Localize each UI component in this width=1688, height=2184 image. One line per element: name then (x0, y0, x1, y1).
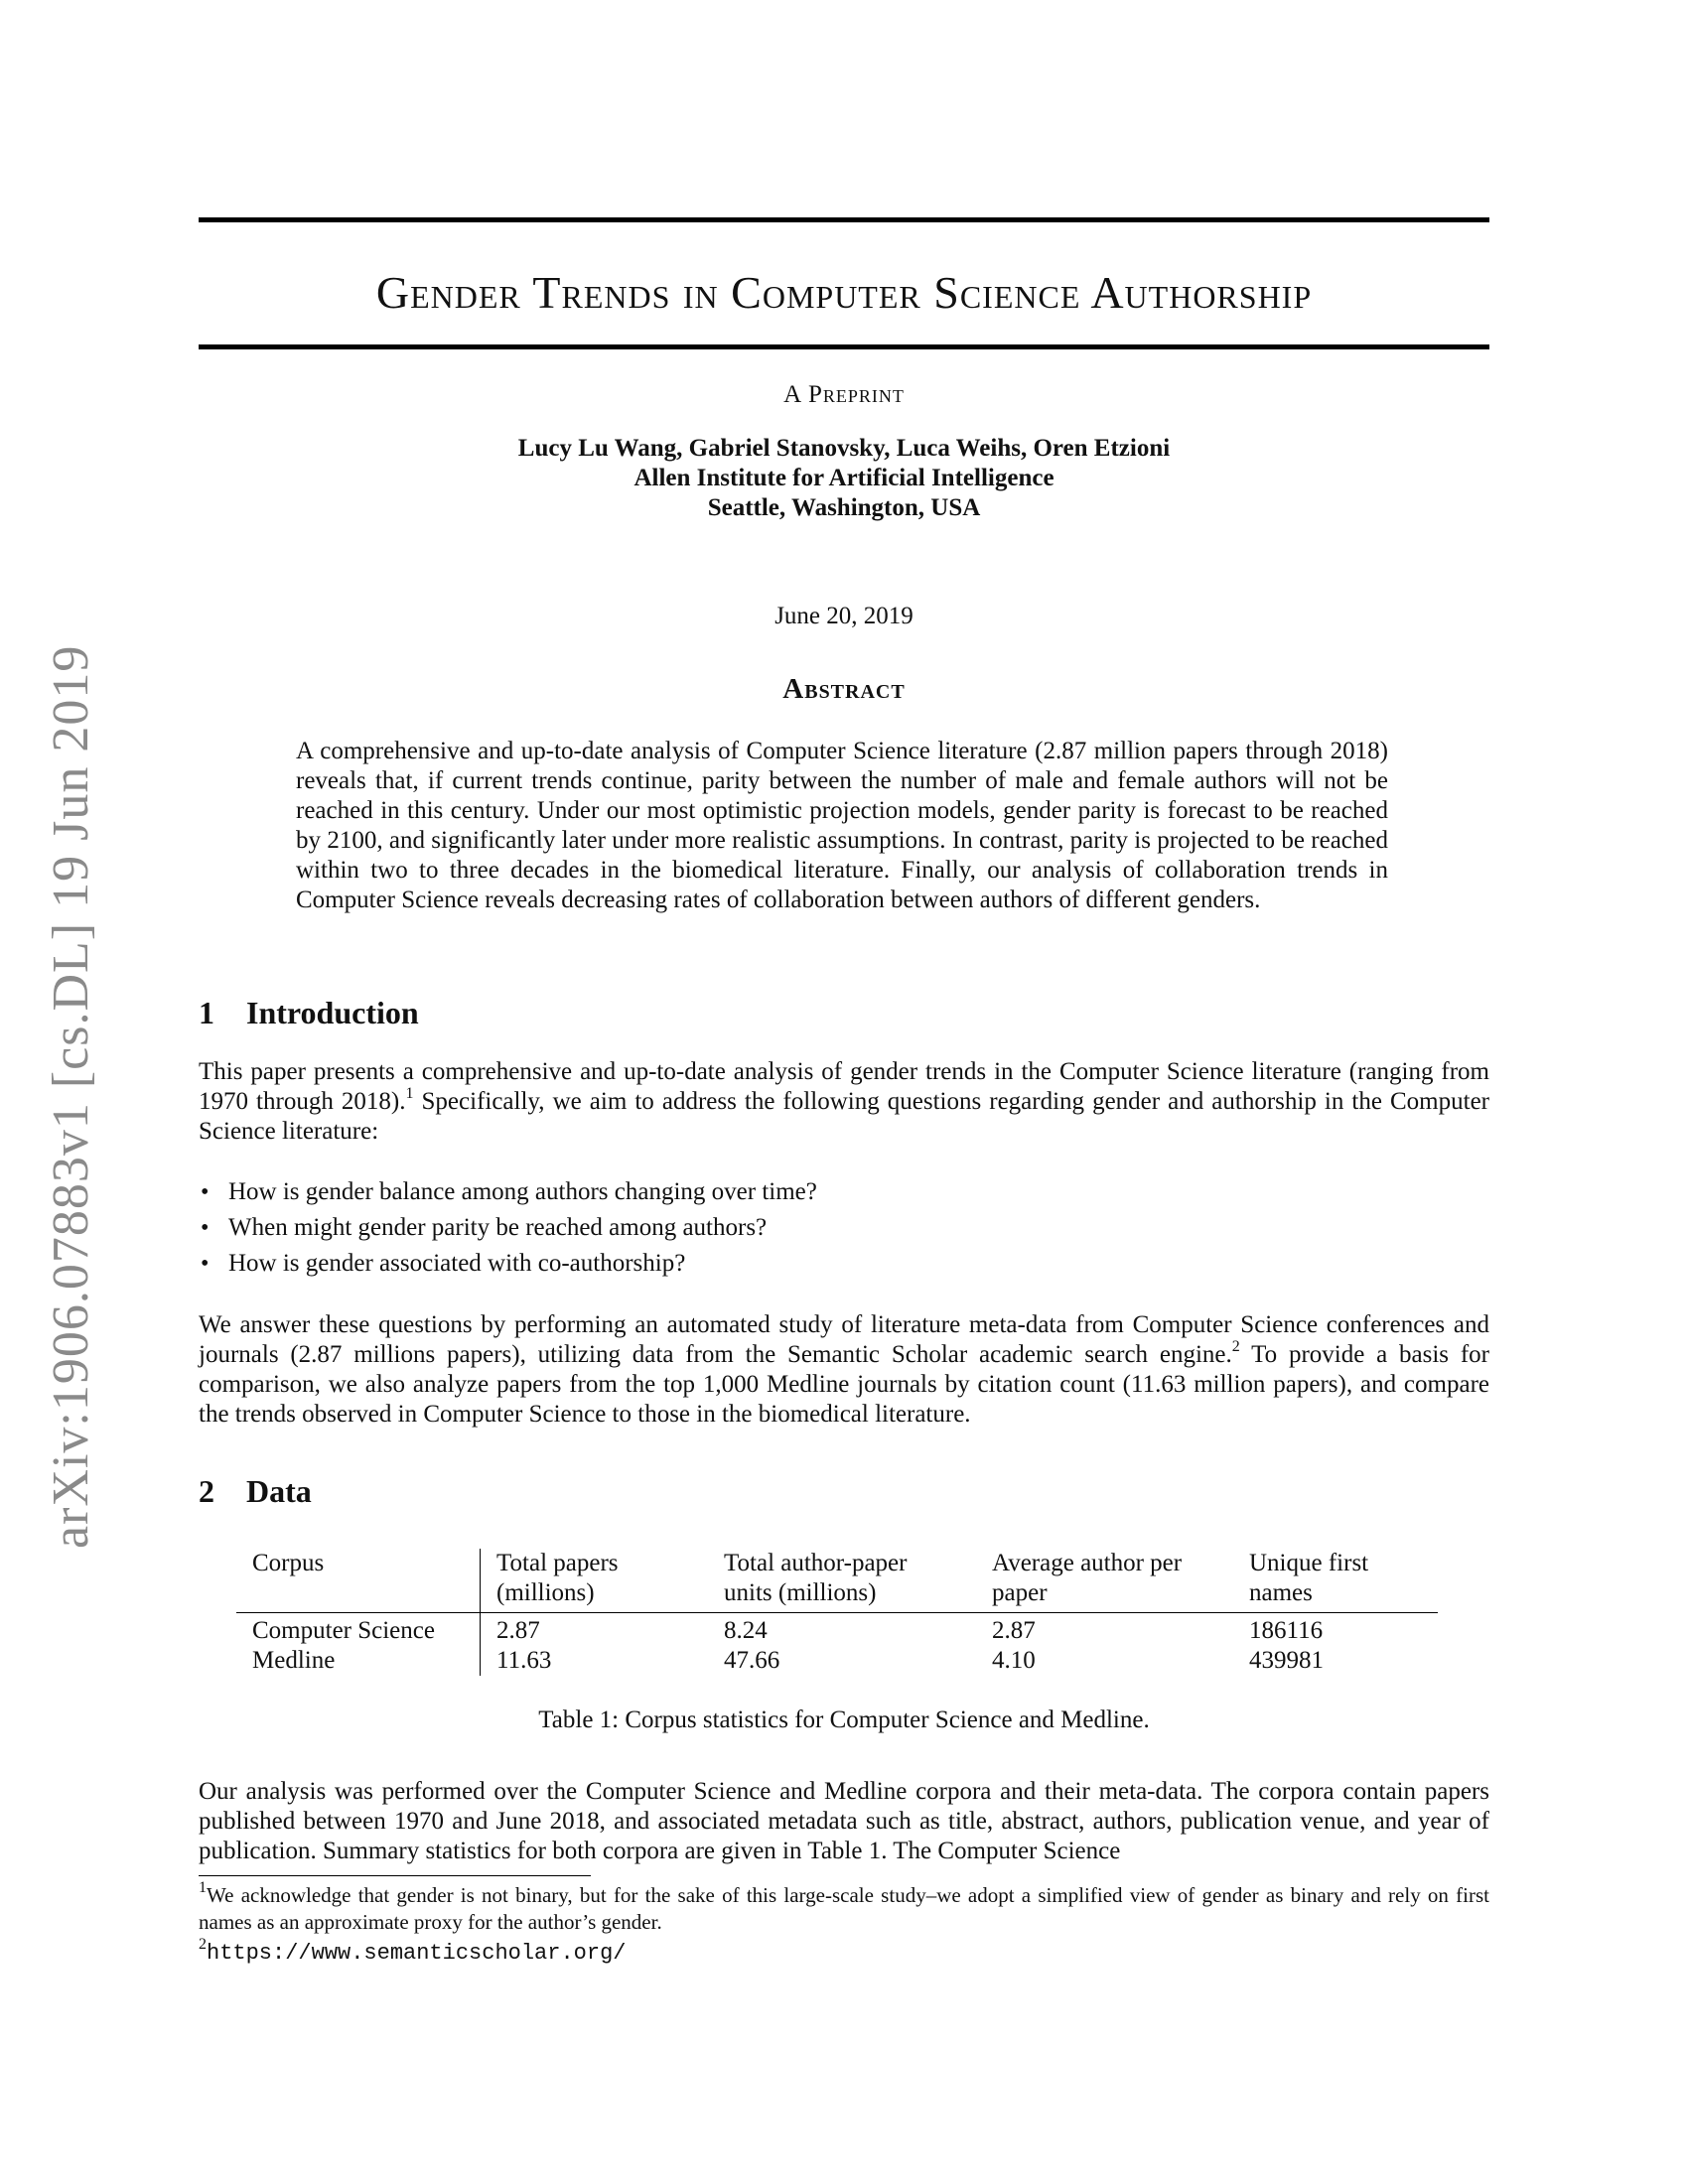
table-cell: 439981 (1249, 1647, 1324, 1674)
table-cell: 47.66 (724, 1647, 780, 1674)
table-row (236, 1613, 1438, 1647)
column-header: Corpus (236, 1549, 481, 1613)
research-questions-list (199, 1174, 1489, 1282)
author-affiliation: Allen Institute for Artificial Intelligence (633, 465, 1055, 491)
paragraph-text: To provide a basis for comparison, we also analyze papers from the top 1,000 Medline journals by citation count (11.63 million papers), and compare the trends observed in Computer Science to those in the biomedical literature. (199, 1341, 1489, 1428)
arxiv-identifier: arXiv:1906.07883v1 [cs.DL] 19 Jun 2019 (43, 644, 99, 1549)
abstract-heading: Abstract (782, 673, 906, 705)
paper-title: Gender Trends in Computer Science Authorship (375, 267, 1313, 318)
column-header: Total author-paper units (millions) (724, 1550, 908, 1606)
table-cell: 4.10 (992, 1647, 1036, 1674)
section-number: 2 (199, 1473, 214, 1509)
paper-date: June 20, 2019 (774, 603, 914, 629)
footnote-1 (199, 1879, 1489, 1936)
footnote-link[interactable]: https://www.semanticscholar.org/ (207, 1941, 627, 1966)
table-cell: Medline (236, 1646, 481, 1676)
section-title: Introduction (246, 995, 419, 1030)
data-paragraph-1: Our analysis was performed over the Computer Science and Medline corpora and their meta-data. The corpora contain papers published between 1970 and June 2018, and associated metadata such as title, abstract, authors, publication venue, and year of publication. Summary statistics for both corpora are given in Table 1. The Computer Science (199, 1778, 1489, 1864)
intro-paragraph-1 (199, 1057, 1489, 1147)
list-item: • How is gender associated with co-authorship? (199, 1246, 1489, 1282)
abstract-text: A comprehensive and up-to-date analysis of Computer Science literature (2.87 million papers through 2018) reveals that, if current trends continue, parity between the number of male and female authors will not be reached in this century. Under our most optimistic projection models, gender parity is forecast to be reached by 2100, and significantly later under more realistic assumptions. In contrast, parity is projected to be reached within two to three decades in the biomedical literature. Finally, our analysis of collaboration trends in Computer Science reveals decreasing rates of collaboration between authors of different genders. (296, 738, 1388, 913)
table-cell: 11.63 (496, 1647, 552, 1674)
title-rule-bottom (199, 344, 1489, 349)
footnote-divider (199, 1875, 591, 1876)
footnote-text: We acknowledge that gender is not binary, but for the sake of this large-scale study–we adopt a simplified view of gender as binary and rely on first names as an approximate proxy for the author’s gender. (199, 1883, 1489, 1934)
table-cell: Computer Science (236, 1613, 481, 1647)
section-heading-introduction (199, 995, 419, 1031)
paragraph-text: This paper presents a comprehensive and up-to-date analysis of gender trends in the Computer Science literature (ranging from 1970 through 2018). (199, 1058, 1489, 1115)
table-cell: 186116 (1249, 1617, 1324, 1644)
author-location: Seattle, Washington, USA (707, 494, 981, 521)
author-block (199, 434, 1489, 523)
list-item: • How is gender balance among authors changing over time? (199, 1174, 1489, 1210)
table-cell: 2.87 (496, 1617, 540, 1644)
footnote-ref: 1 (405, 1084, 414, 1102)
table-cell: 2.87 (992, 1617, 1036, 1644)
column-header: Total papers (millions) (496, 1550, 619, 1606)
table-header-row (236, 1549, 1438, 1613)
corpus-stats-table (236, 1549, 1438, 1676)
section-heading-data (199, 1473, 312, 1510)
paragraph-text: Specifically, we aim to address the following questions regarding gender and authorship in the Computer Science literature: (199, 1088, 1489, 1145)
footnote-mark: 2 (199, 1936, 207, 1953)
table-row (236, 1646, 1438, 1676)
table-caption: Table 1: Corpus statistics for Computer Science and Medline. (538, 1706, 1150, 1733)
section-title: Data (246, 1473, 312, 1509)
column-header: Unique first names (1249, 1550, 1369, 1606)
column-header: Average author per paper (992, 1550, 1183, 1606)
footnote-mark: 1 (199, 1879, 207, 1896)
paragraph-text: We answer these questions by performing an automated study of literature meta-data from Computer Science conferences and journals (2.87 millions papers), utilizing data from the Semantic Scholar academic search engine. (199, 1311, 1489, 1368)
title-rule-top (199, 217, 1489, 222)
footnote-2 (199, 1936, 1489, 1967)
author-names: Lucy Lu Wang, Gabriel Stanovsky, Luca Weihs, Oren Etzioni (517, 435, 1171, 462)
footnote-ref: 2 (1231, 1337, 1240, 1355)
intro-paragraph-2 (199, 1310, 1489, 1430)
list-item: • When might gender parity be reached among authors? (199, 1210, 1489, 1246)
preprint-label: A Preprint (783, 381, 905, 408)
section-number: 1 (199, 995, 214, 1030)
table-cell: 8.24 (724, 1617, 768, 1644)
